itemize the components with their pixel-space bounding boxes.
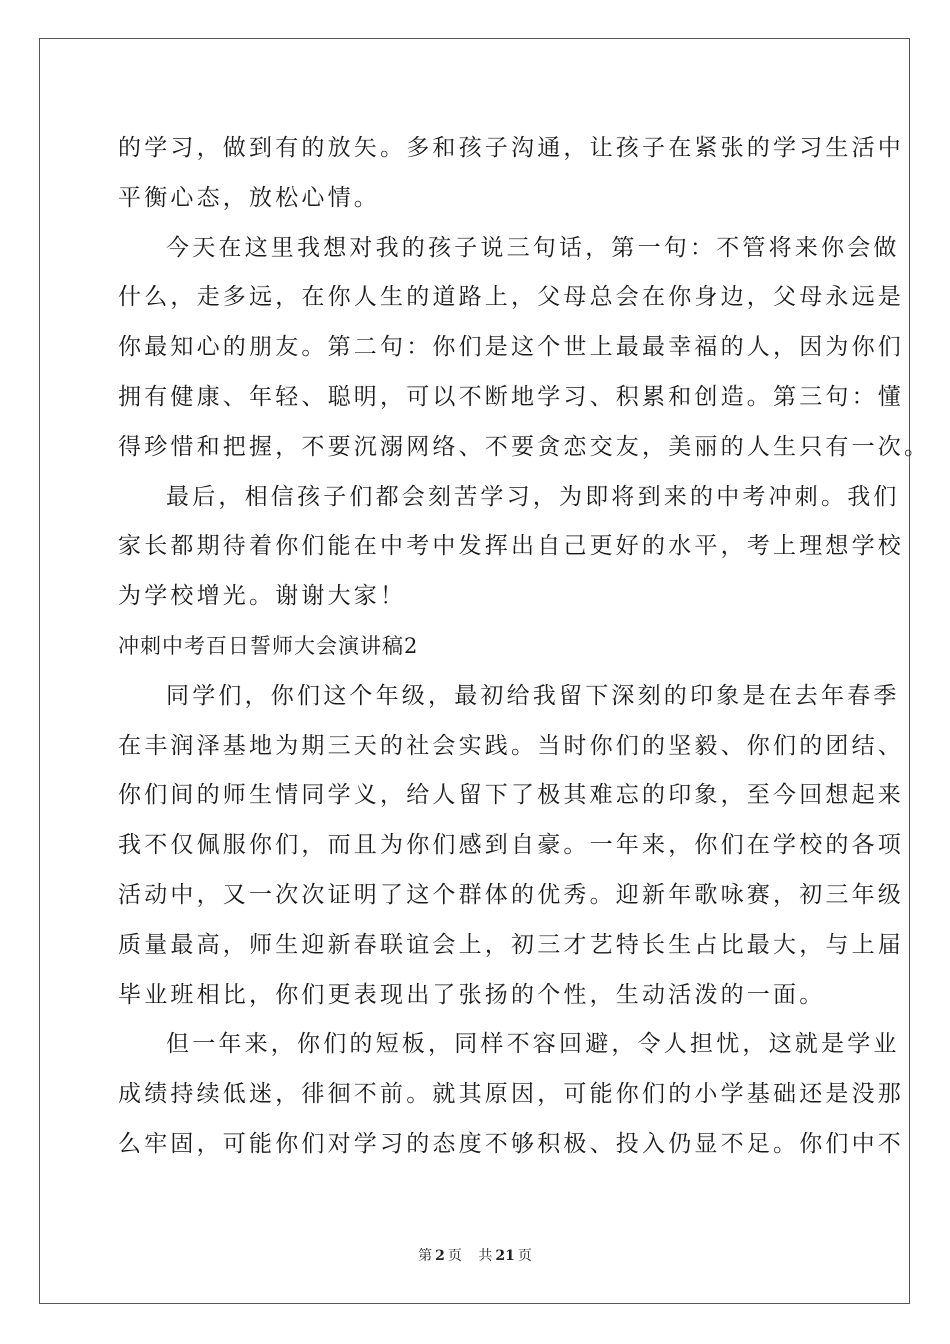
paragraph-start: 但一年来，你们的短板，同样不容回避，令人担忧，这就是学业 (166, 1031, 900, 1058)
text-line: 么牢固，可能你们对学习的态度不够积极、投入仍显不足。你们中不 (118, 1130, 904, 1157)
paragraph-start: 同学们，你们这个年级，最初给我留下深刻的印象是在去年春季 (166, 682, 900, 709)
total-pages-indicator: 共 21 页 (478, 1248, 532, 1264)
text-line: 平衡心态，放松心情。 (118, 184, 380, 211)
text-line: 家长都期待着你们能在中考中发挥出自己更好的水平，考上理想学校 (118, 533, 904, 560)
paragraph-start: 今天在这里我想对我的孩子说三句话，第一句：不管将来你会做 (166, 234, 900, 261)
text-line: 活动中，又一次次证明了这个群体的优秀。迎新年歌咏赛，初三年级 (118, 881, 904, 908)
text-line: 得珍惜和把握，不要沉溺网络、不要贪恋交友，美丽的人生只有一次。 (118, 433, 931, 460)
page-footer (0, 1245, 950, 1265)
section-heading: 冲刺中考百日誓师大会演讲稿2 (118, 633, 419, 658)
text-line: 质量最高，师生迎新春联谊会上，初三才艺特长生占比最大，与上届 (118, 931, 904, 958)
text-line: 我不仅佩服你们，而且为你们感到自豪。一年来，你们在学校的各项 (118, 832, 904, 859)
text-line: 在丰润泽基地为期三天的社会实践。当时你们的坚毅、你们的团结、 (118, 732, 904, 759)
text-line: 什么，走多远，在你人生的道路上，父母总会在你身边，父母永远是 (118, 284, 904, 311)
text-line: 你最知心的朋友。第二句：你们是这个世上最最幸福的人，因为你们 (118, 334, 904, 361)
text-line: 你们间的师生情同学义，给人留下了极其难忘的印象，至今回想起来 (118, 782, 904, 809)
paragraph-start: 最后，相信孩子们都会刻苦学习，为即将到来的中考冲刺。我们 (166, 483, 900, 510)
text-line: 成绩持续低迷，徘徊不前。就其原因，可能你们的小学基础还是没那 (118, 1081, 904, 1108)
page-indicator: 第 2 页 (418, 1248, 462, 1264)
text-line: 拥有健康、年轻、聪明，可以不断地学习、积累和创造。第三句：懂 (118, 383, 904, 410)
document-body (118, 124, 931, 1170)
text-line: 毕业班相比，你们更表现出了张扬的个性，生动活泼的一面。 (118, 981, 826, 1008)
text-line: 为学校增光。谢谢大家！ (118, 583, 407, 610)
text-line: 的学习，做到有的放矢。多和孩子沟通，让孩子在紧张的学习生活中 (118, 135, 904, 161)
